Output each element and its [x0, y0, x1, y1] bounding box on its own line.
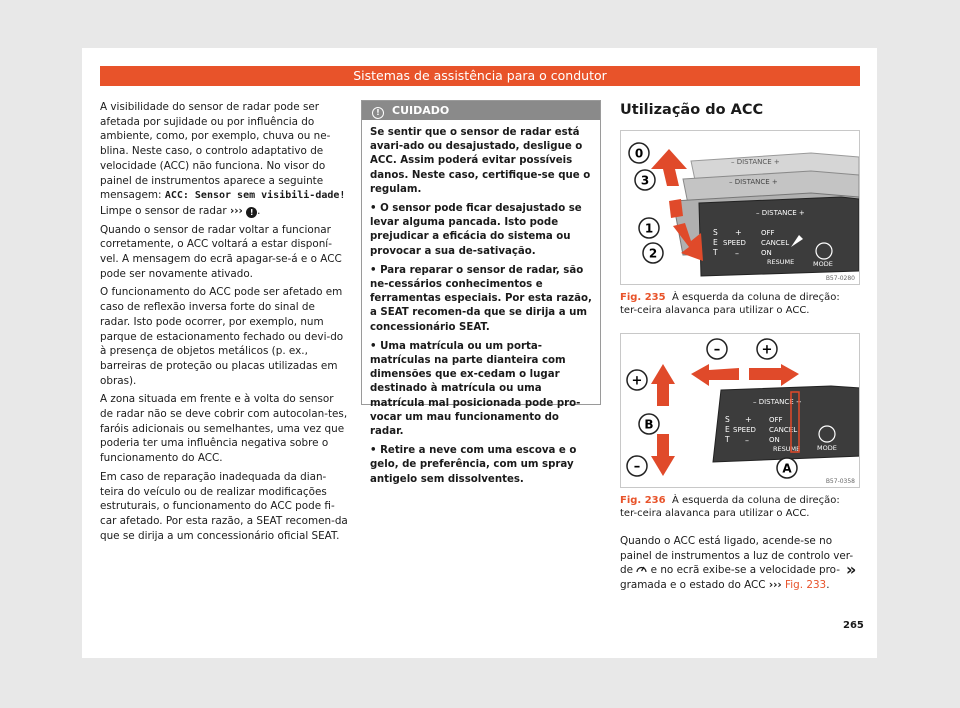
lever-illustration-236	[621, 334, 860, 488]
figure-235	[620, 130, 860, 285]
label-e: E	[725, 425, 730, 434]
arrow-up-shaft	[663, 169, 679, 186]
acc-speedometer-icon	[636, 564, 647, 574]
label-on: ON	[761, 249, 772, 257]
label-mode: MODE	[813, 260, 833, 268]
figure-236-caption: Fig. 236 À esquerda da coluna de direção: ter-ceira alavanca para utilizar o ACC.	[620, 495, 840, 519]
paragraph-sensor-ok: Quando o sensor de radar voltar a funcionar corretamente, o ACC voltará a estar disponí-vel. A mensagem do ecrã apagar-se-á e o ACC pode ser novamente ativado.	[100, 223, 342, 280]
label-speed: SPEED	[733, 426, 756, 434]
arrow-up-icon	[651, 149, 687, 169]
distance-label-ghost-2: – DISTANCE +	[729, 178, 778, 186]
display-message: ACC: Sensor sem visibili-dade!	[164, 190, 346, 202]
label-t: T	[713, 248, 718, 257]
cross-ref-arrows: ›››	[229, 204, 243, 217]
paragraph-reflection: O funcionamento do ACC pode ser afetado em caso de reflexão inversa forte do sinal de radar. Isto pode ocorrer, por exemplo, num parque de estacionamento fechado ou devi-do à presença de objetos metálicos (p. ex., barreiras de proteção ou placas utilizadas em obras).	[100, 286, 344, 387]
figure-235-caption: Fig. 235 À esquerda da coluna de direção: ter-ceira alavanca para utilizar o ACC.	[620, 292, 840, 316]
arrow-up-icon	[651, 364, 675, 384]
svg-text:A: A	[782, 461, 792, 476]
svg-text:–: –	[713, 342, 721, 358]
caution-bullet: • Uma matrícula ou um porta-matrículas na parte dianteira com dimensões que ex-cedam o lugar destinado à matrícula ou uma matrícula mal posicionada pode pro-vocar um mau funcionamento do radar.	[370, 340, 581, 438]
chapter-header: Sistemas de assistência para o condutor	[100, 66, 860, 86]
label-plus: +	[735, 228, 742, 237]
arrow-down-icon	[651, 456, 675, 476]
caution-box	[361, 100, 601, 485]
svg-text:–: –	[633, 459, 641, 475]
paragraph-acc-on: Quando o ACC está ligado, acende-se no painel de instrumentos a luz de controlo ver-de e no ecrã exibe-se a velocidade pro-gramada e o estado do ACC ››› Fig. 233.	[620, 535, 854, 592]
caution-header: ! CUIDADO	[362, 101, 600, 120]
distance-label-ghost-1: – DISTANCE +	[731, 158, 780, 166]
caution-bullet: • O sensor pode ficar desajustado se levar alguma pancada. Isto pode prejudicar a eficácia do sistema ou provocar a sua de-sativação.	[370, 203, 582, 257]
label-resume: RESUME	[773, 445, 801, 453]
figure-code: B57-0280	[825, 275, 855, 282]
label-e: E	[713, 238, 718, 247]
continue-marker: »	[846, 560, 857, 579]
label-s: S	[713, 228, 718, 237]
page-number: 265	[843, 620, 864, 631]
figure-236	[620, 333, 860, 488]
text-column-left	[100, 100, 348, 547]
label-off: OFF	[761, 229, 775, 237]
label-plus: +	[745, 415, 752, 424]
label-mode: MODE	[817, 444, 837, 452]
warning-badge-icon: !	[246, 207, 257, 218]
section-title: Utilização do ACC	[620, 102, 764, 118]
label-cancel: CANCEL	[769, 426, 798, 434]
label-s: S	[725, 415, 730, 424]
arrow-pull-icon	[669, 199, 683, 218]
caution-intro: Se sentir que o sensor de radar está avari-ado ou desajustado, desligue o ACC. Assim poderá evitar possíveis danos. Neste caso, certifique-se que o regulam.	[370, 127, 591, 195]
caution-icon: !	[372, 107, 384, 119]
figure-reference-link[interactable]: Fig. 233	[785, 579, 827, 592]
paragraph-visibility: A visibilidade do sensor de radar pode ser afetada por sujidade ou por influência do ambiente, como, por exemplo, chuva ou ne-blina. Neste caso, o controlo adaptativo de velocidade (ACC) não funciona. No visor do painel de instrumentos aparece a seguinte mensagem: ACC: Sensor sem visibili-dade! Limpe o sensor de radar ››› ! .	[100, 101, 346, 217]
callout-0-label: 0	[634, 146, 644, 161]
arrow-up-shaft	[657, 384, 669, 406]
figure-number: Fig. 236	[620, 495, 666, 506]
callout-1-label: 1	[644, 221, 654, 236]
svg-text:B: B	[644, 417, 654, 432]
figure-code: B57-0358	[825, 478, 855, 485]
label-on: ON	[769, 436, 780, 444]
figure-number: Fig. 235	[620, 292, 666, 303]
callout-3-label: 3	[640, 173, 650, 188]
svg-text:+: +	[631, 373, 643, 389]
label-minus: –	[745, 436, 749, 445]
callout-2-label: 2	[648, 246, 658, 261]
label-speed: SPEED	[723, 239, 746, 247]
caution-bullet: • Retire a neve com uma escova e o gelo, de preferência, com um spray antigelo sem dissolventes.	[370, 445, 577, 485]
arrow-right-icon	[749, 364, 799, 386]
distance-label: – DISTANCE +	[756, 209, 805, 217]
svg-text:+: +	[761, 342, 773, 358]
paragraph-repair: Em caso de reparação inadequada da dian-teira do veículo ou de realizar modificações estruturais, o funcionamento do ACC pode fi-car afetado. Por esta razão, a SEAT recomen-da que se dirija a um concessionário oficial SEAT.	[100, 470, 348, 542]
caution-bullet: • Para reparar o sensor de radar, são ne-cessários conhecimentos e ferramentas especiais. Por esta razão, a SEAT recomen-da que se dirija a um concessionário SEAT.	[370, 264, 592, 333]
label-minus: –	[735, 249, 739, 258]
arrow-down-shaft	[657, 434, 669, 456]
label-resume: RESUME	[767, 258, 795, 266]
lever-illustration-235	[621, 131, 860, 285]
label-cancel: CANCEL	[761, 239, 790, 247]
label-off: OFF	[769, 416, 783, 424]
paragraph-cover: A zona situada em frente e à volta do sensor de radar não se deve cobrir com autocolan-tes, faróis adicionais ou semelhantes, uma vez que poderia ter uma influência negativa sobre o funcionamento do ACC.	[100, 393, 348, 465]
text-column-right	[620, 100, 860, 593]
distance-label: – DISTANCE +	[753, 398, 802, 406]
label-t: T	[725, 435, 730, 444]
caution-body	[362, 120, 600, 487]
arrow-left-icon	[691, 364, 739, 386]
